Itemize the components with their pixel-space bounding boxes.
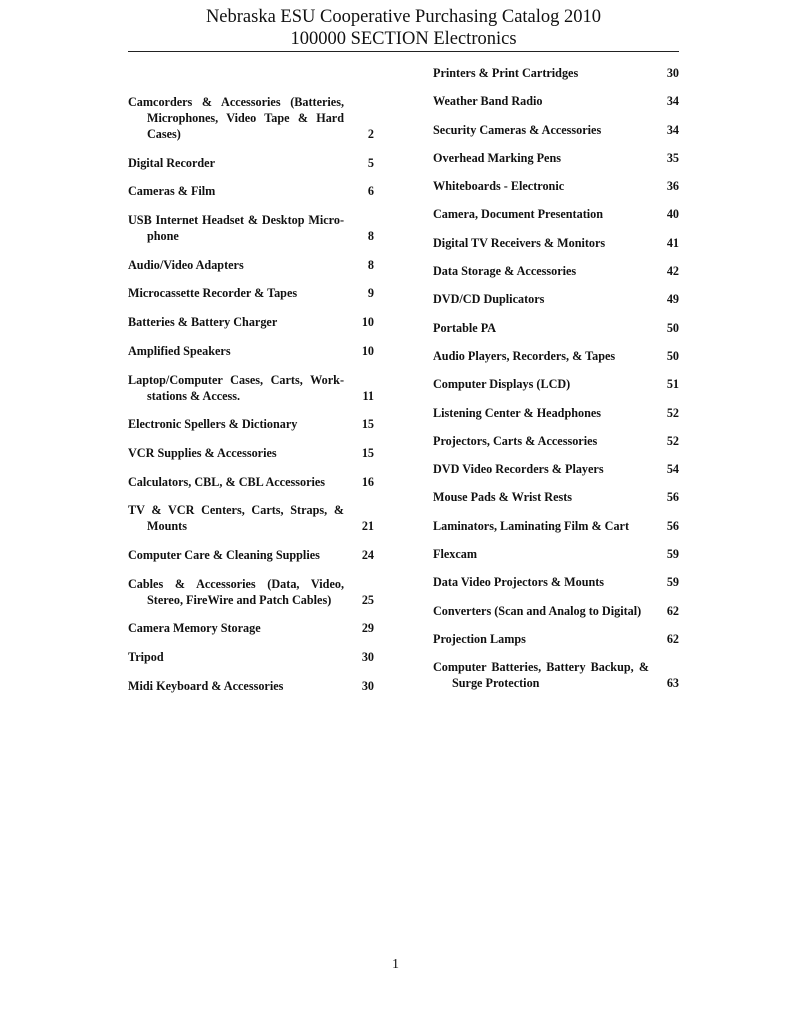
toc-entry-page: 30 bbox=[361, 650, 374, 664]
toc-entry bbox=[433, 631, 679, 647]
toc-entry-title: Amplified Speakers bbox=[128, 343, 231, 358]
toc-entry-title: Converters (Scan and Analog to Digital) bbox=[433, 603, 642, 618]
toc-entry bbox=[128, 372, 374, 404]
toc-entry-page: 34 bbox=[666, 94, 679, 109]
toc-entry-page: 15 bbox=[361, 445, 374, 460]
toc-entry-page: 8 bbox=[367, 229, 374, 244]
toc-entry-page: 49 bbox=[666, 292, 679, 307]
toc-entry-title: USB Internet Headset & Desktop Micro-phone bbox=[128, 213, 344, 244]
toc-entry-title: Camcorders & Accessories (Batteries, Microphones, Video Tape & Hard Cases) bbox=[128, 95, 344, 141]
toc-entry bbox=[433, 659, 679, 691]
toc-entry-title: Data Storage & Accessories bbox=[433, 264, 577, 279]
toc-entry-page: 15 bbox=[361, 417, 374, 432]
toc-entry bbox=[433, 518, 679, 534]
toc-entry-title: Cameras & Film bbox=[128, 184, 216, 199]
toc-entry-title: TV & VCR Centers, Carts, Straps, & Mounts bbox=[128, 503, 344, 534]
toc-entry-page: 9 bbox=[367, 286, 374, 301]
toc-entry-page: 30 bbox=[361, 678, 374, 693]
toc-entry bbox=[433, 376, 679, 392]
toc-entry bbox=[128, 678, 374, 694]
toc-entry bbox=[128, 474, 374, 490]
toc-entry-page: 62 bbox=[666, 603, 679, 618]
section-title: 100000 SECTION Electronics bbox=[290, 29, 517, 49]
toc-entry-title: Projection Lamps bbox=[433, 631, 526, 646]
toc-entry bbox=[128, 649, 374, 665]
toc-entry-title: Microcassette Recorder & Tapes bbox=[128, 286, 298, 301]
toc-entry-page: 6 bbox=[367, 184, 374, 199]
toc-entry-page: 59 bbox=[666, 575, 679, 590]
toc-entry bbox=[128, 416, 374, 432]
toc-entry-title: Mouse Pads & Wrist Rests bbox=[433, 490, 573, 505]
toc-entry-title: Projectors, Carts & Accessories bbox=[433, 433, 598, 448]
toc-right-column bbox=[433, 65, 679, 704]
toc-entry-page: 11 bbox=[362, 388, 374, 403]
toc-entry bbox=[433, 574, 679, 590]
toc-entry bbox=[128, 620, 374, 636]
toc-entry-page: 35 bbox=[666, 150, 679, 165]
toc-entry bbox=[433, 122, 679, 138]
toc-entry-title: Camera, Document Presentation bbox=[433, 207, 604, 222]
toc-entry bbox=[433, 433, 679, 449]
toc-entry-title: Camera Memory Storage bbox=[128, 621, 261, 636]
toc-entry-title: Computer Batteries, Battery Backup, & Surge Protection bbox=[433, 660, 649, 691]
toc-entry-title: Laminators, Laminating Film & Cart bbox=[433, 518, 630, 533]
toc-entry-title: Digital TV Receivers & Monitors bbox=[433, 235, 606, 250]
toc-entry-title: VCR Supplies & Accessories bbox=[128, 445, 277, 460]
toc-entry-title: Cables & Accessories (Data, Video, Stereo, FireWire and Patch Cables) bbox=[128, 576, 344, 607]
toc-entry-title: Tripod bbox=[128, 650, 164, 664]
toc-entry bbox=[128, 212, 374, 244]
toc-entry-title: Whiteboards - Electronic bbox=[433, 179, 565, 194]
toc-entry-page: 42 bbox=[666, 264, 679, 279]
toc-entry-page: 36 bbox=[666, 179, 679, 194]
toc-entry bbox=[128, 183, 374, 199]
toc-entry-page: 56 bbox=[666, 490, 679, 505]
toc-entry bbox=[433, 405, 679, 421]
toc-entry bbox=[433, 178, 679, 194]
toc-entry bbox=[433, 489, 679, 505]
toc-entry bbox=[128, 343, 374, 359]
page-number: 1 bbox=[392, 957, 399, 972]
toc-entry-page: 25 bbox=[361, 592, 374, 607]
toc-entry bbox=[433, 65, 679, 81]
toc-entry bbox=[128, 285, 374, 301]
toc-entry-title: Weather Band Radio bbox=[433, 94, 543, 109]
toc-entry bbox=[128, 445, 374, 461]
toc-entry bbox=[433, 150, 679, 166]
toc-entry-title: Digital Recorder bbox=[128, 155, 215, 170]
toc-entry-page: 34 bbox=[666, 122, 679, 137]
catalog-title: Nebraska ESU Cooperative Purchasing Catalog 2010 bbox=[205, 7, 602, 27]
toc-entry bbox=[433, 546, 679, 562]
toc-entry-page: 10 bbox=[361, 343, 374, 358]
toc-entry-title: Audio Players, Recorders, & Tapes bbox=[433, 348, 616, 363]
toc-entry-page: 41 bbox=[666, 235, 679, 250]
toc-entry-page: 5 bbox=[367, 155, 374, 170]
toc-entry-title: Security Cameras & Accessories bbox=[433, 122, 602, 137]
toc-entry-title: Overhead Marking Pens bbox=[433, 150, 561, 165]
toc-entry-title: DVD/CD Duplicators bbox=[433, 292, 545, 307]
toc-entry-title: Data Video Projectors & Mounts bbox=[433, 575, 605, 590]
toc-entry bbox=[433, 235, 679, 251]
toc-entry-title: Midi Keyboard & Accessories bbox=[128, 678, 284, 693]
toc-entry-page: 50 bbox=[666, 320, 679, 335]
toc-entry bbox=[128, 314, 374, 330]
toc-entry-title: Laptop/Computer Cases, Carts, Work-stations & Access. bbox=[128, 372, 344, 403]
toc-entry-page: 63 bbox=[666, 676, 679, 691]
toc-entry bbox=[128, 257, 374, 273]
toc-entry bbox=[433, 263, 679, 279]
toc-entry-title: Batteries & Battery Charger bbox=[128, 315, 278, 330]
toc-entry-page: 16 bbox=[361, 474, 374, 489]
toc-entry bbox=[433, 348, 679, 364]
toc-entry bbox=[128, 94, 374, 142]
toc-entry bbox=[128, 576, 374, 608]
toc-entry-page: 62 bbox=[666, 631, 679, 646]
toc-entry bbox=[433, 603, 679, 619]
toc-entry-page: 51 bbox=[666, 377, 679, 392]
toc-entry-title: Computer Care & Cleaning Supplies bbox=[128, 547, 320, 562]
toc-entry-page: 54 bbox=[666, 462, 679, 477]
toc-entry-page: 21 bbox=[361, 519, 374, 534]
toc-entry-page: 30 bbox=[666, 66, 679, 80]
toc-entry-title: Computer Displays (LCD) bbox=[433, 377, 571, 392]
toc-entry bbox=[128, 547, 374, 563]
toc-entry-page: 10 bbox=[361, 315, 374, 330]
toc-entry bbox=[128, 502, 374, 534]
header-rule bbox=[128, 51, 679, 52]
toc-entry-title: DVD Video Recorders & Players bbox=[433, 462, 604, 477]
toc-entry-title: Printers & Print Cartridges bbox=[433, 66, 579, 80]
toc-entry-page: 29 bbox=[361, 621, 374, 636]
toc-entry-title: Calculators, CBL, & CBL Accessories bbox=[128, 474, 326, 489]
toc-entry-page: 52 bbox=[666, 433, 679, 448]
toc-entry bbox=[433, 291, 679, 307]
toc-entry-title: Audio/Video Adapters bbox=[128, 257, 244, 272]
toc-entry-page: 56 bbox=[666, 518, 679, 533]
toc-entry bbox=[433, 206, 679, 222]
toc-entry-page: 59 bbox=[666, 547, 679, 562]
toc-entry-title: Electronic Spellers & Dictionary bbox=[128, 417, 298, 432]
toc-entry-page: 40 bbox=[666, 207, 679, 222]
toc-entry-page: 52 bbox=[666, 405, 679, 420]
toc-entry bbox=[433, 461, 679, 477]
toc-entry-title: Listening Center & Headphones bbox=[433, 405, 602, 420]
toc-entry bbox=[128, 155, 374, 171]
toc-entry-page: 8 bbox=[367, 257, 374, 272]
toc-entry-title: Portable PA bbox=[433, 320, 497, 335]
toc-entry-page: 50 bbox=[666, 348, 679, 363]
toc-entry bbox=[433, 320, 679, 336]
toc-left-column bbox=[128, 94, 374, 706]
toc-entry bbox=[433, 93, 679, 109]
toc-entry-page: 2 bbox=[367, 127, 374, 141]
catalog-header bbox=[128, 6, 679, 50]
toc-entry-page: 24 bbox=[361, 547, 374, 562]
toc-entry-title: Flexcam bbox=[433, 547, 477, 562]
